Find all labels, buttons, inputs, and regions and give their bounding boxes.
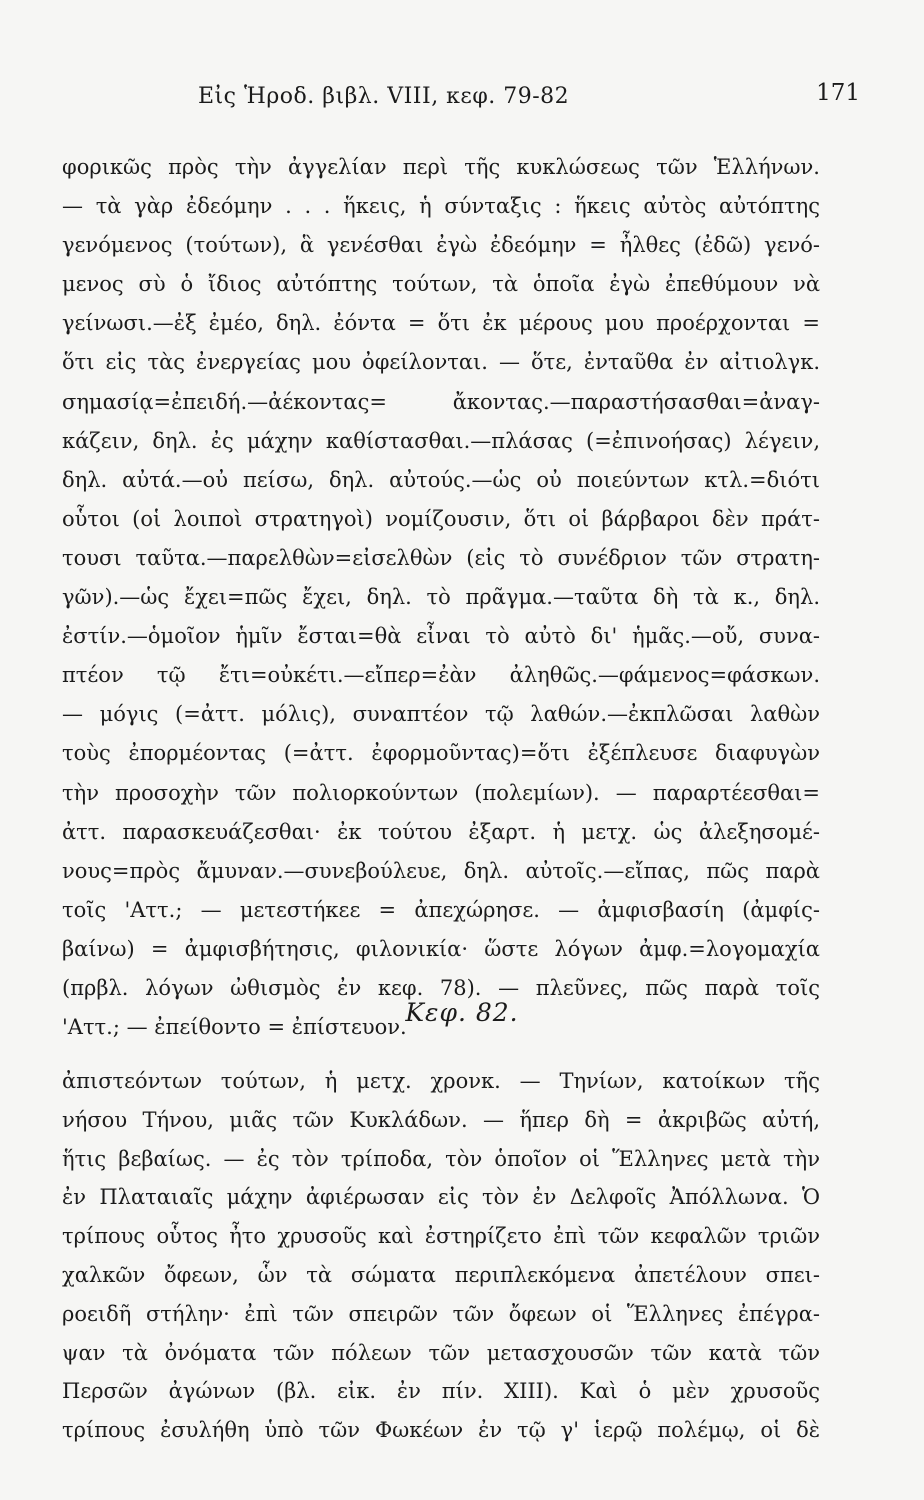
text-line: ψαν τὰ ὀνόματα τῶν πόλεων τῶν μετασχουσῶν τῶν κατὰ τῶν	[62, 1340, 820, 1365]
text-line: σημασίᾳ=ἐπειδή.—ἀέκοντας= ἄκοντας.—παραστήσασθαι=ἀναγ-	[62, 389, 820, 414]
text-line: τρίπους ἐσυλήθη ὑπὸ τῶν Φωκέων ἐν τῷ γ' ἱερῷ πολέμῳ, οἱ δὲ	[62, 1418, 820, 1443]
text-line: δηλ. αὐτά.—οὐ πείσω, δηλ. αὐτούς.—ὡς οὐ ποιεύντων κτλ.=διότι	[62, 467, 820, 492]
text-line: ἐστίν.—ὁμοῖον ἡμῖν ἔσται=θὰ εἶναι τὸ αὐτὸ δι' ἡμᾶς.—οὔ, συνα-	[62, 624, 820, 649]
text-line: — τὰ γὰρ ἐδεόμην . . . ἥκεις, ἡ σύνταξις : ἥκεις αὐτὸς αὐτόπτης	[62, 194, 820, 219]
text-line: τοὺς ἐπορμέοντας (=ἀττ. ἐφορμοῦντας)=ὅτι ἐξέπλευσε διαφυγὼν	[62, 741, 820, 766]
text-line: (πρβλ. λόγων ὠθισμὸς ἐν κεφ. 78). — πλεῦνες, πῶς παρὰ τοῖς	[62, 975, 820, 1000]
text-line: τὴν προσοχὴν τῶν πολιορκούντων (πολεμίων). — παραρτέεσθαι=	[62, 780, 820, 805]
text-line: γῶν).—ὡς ἔχει=πῶς ἔχει, δηλ. τὸ πρᾶγμα.—ταῦτα δὴ τὰ κ., δηλ.	[62, 585, 820, 610]
commentary-section-1	[62, 148, 820, 1047]
text-line: ροειδῆ στήλην· ἐπὶ τῶν σπειρῶν τῶν ὄφεων οἱ Ἕλληνες ἐπέγρα-	[62, 1301, 820, 1326]
text-line: 'Αττ.; — ἐπείθοντο = ἐπίστευον.	[62, 1015, 407, 1040]
text-line: οὗτοι (οἱ λοιποὶ στρατηγοὶ) νομίζουσιν, ὅτι οἱ βάρβαροι δὲν πράτ-	[62, 506, 820, 531]
page-number: 171	[816, 80, 860, 106]
text-line: ἥτις βεβαίως. — ἐς τὸν τρίποδα, τὸν ὁποῖον οἱ Ἕλληνες μετὰ τὴν	[62, 1146, 820, 1171]
text-line: πτέον τῷ ἔτι=οὐκέτι.—εἴπερ=ἐὰν ἀληθῶς.—φάμενος=φάσκων.	[62, 663, 820, 688]
running-head-title: Εἰς Ἡροδ. βιβλ. VIII, κεφ. 79-82	[198, 84, 570, 109]
text-line: τουσι ταῦτα.—παρελθὼν=εἰσελθὼν (εἰς τὸ συνέδριον τῶν στρατη-	[62, 545, 820, 570]
text-line: γείνωσι.—ἐξ ἐμέο, δηλ. ἐόντα = ὅτι ἐκ μέρους μου προέρχονται =	[62, 311, 820, 336]
text-line: ὅτι εἰς τὰς ἐνεργείας μου ὀφείλονται. — ὅτε, ἐνταῦθα ἐν αἰτιολγκ.	[62, 350, 820, 375]
text-line: τρίπους οὗτος ἦτο χρυσοῦς καὶ ἐστηρίζετο ἐπὶ τῶν κεφαλῶν τριῶν	[62, 1224, 820, 1249]
text-line: ἀττ. παρασκευάζεσθαι· ἐκ τούτου ἐξαρτ. ἡ μετχ. ὡς ἀλεξησομέ-	[62, 819, 820, 844]
chapter-heading: Κεφ. 82.	[405, 998, 519, 1027]
text-line: ἀπιστεόντων τούτων, ἡ μετχ. χρονκ. — Τηνίων, κατοίκων τῆς	[62, 1069, 820, 1093]
text-line: νους=πρὸς ἄμυναν.—συνεβούλευε, δηλ. αὐτοῖς.—εἴπας, πῶς παρὰ	[62, 858, 820, 883]
text-line: ἐν Πλαταιαῖς μάχην ἀφιέρωσαν εἰς τὸν ἐν Δελφοῖς Ἀπόλλωνα. Ὁ	[62, 1185, 820, 1210]
text-line: Περσῶν ἀγώνων (βλ. εἰκ. ἐν πίν. XIII). Καὶ ὁ μὲν χρυσοῦς	[62, 1379, 820, 1404]
text-line: χαλκῶν ὄφεων, ὧν τὰ σώματα περιπλεκόμενα ἀπετέλουν σπει-	[62, 1262, 820, 1287]
running-head	[60, 76, 860, 116]
text-line: μενος σὺ ὁ ἴδιος αὐτόπτης τούτων, τὰ ὁποῖα ἐγὼ ἐπεθύμουν νὰ	[62, 272, 820, 297]
text-line: γενόμενος (τούτων), ἃ γενέσθαι ἐγὼ ἐδεόμην = ἦλθες (ἐδῶ) γενό-	[62, 233, 820, 258]
text-line: κάζειν, δηλ. ἐς μάχην καθίστασθαι.—πλάσας (=ἐπινοήσας) λέγειν,	[62, 428, 820, 453]
text-line: τοῖς 'Αττ.; — μετεστήκεε = ἀπεχώρησε. — ἀμφισβασίη (ἀμφίς-	[62, 897, 820, 922]
text-line: φορικῶς πρὸς τὴν ἀγγελίαν περὶ τῆς κυκλώσεως τῶν Ἑλλήνων.	[62, 155, 820, 179]
commentary-section-2	[62, 1062, 820, 1450]
text-line: νήσου Τήνου, μιᾶς τῶν Κυκλάδων. — ἥπερ δὴ = ἀκριβῶς αὐτή,	[62, 1107, 820, 1132]
text-line: — μόγις (=ἀττ. μόλις), συναπτέον τῷ λαθών.—ἐκπλῶσαι λαθὼν	[62, 702, 820, 727]
text-line: βαίνω) = ἀμφισβήτησις, φιλονικία· ὥστε λόγων ἀμφ.=λογομαχία	[62, 936, 820, 961]
